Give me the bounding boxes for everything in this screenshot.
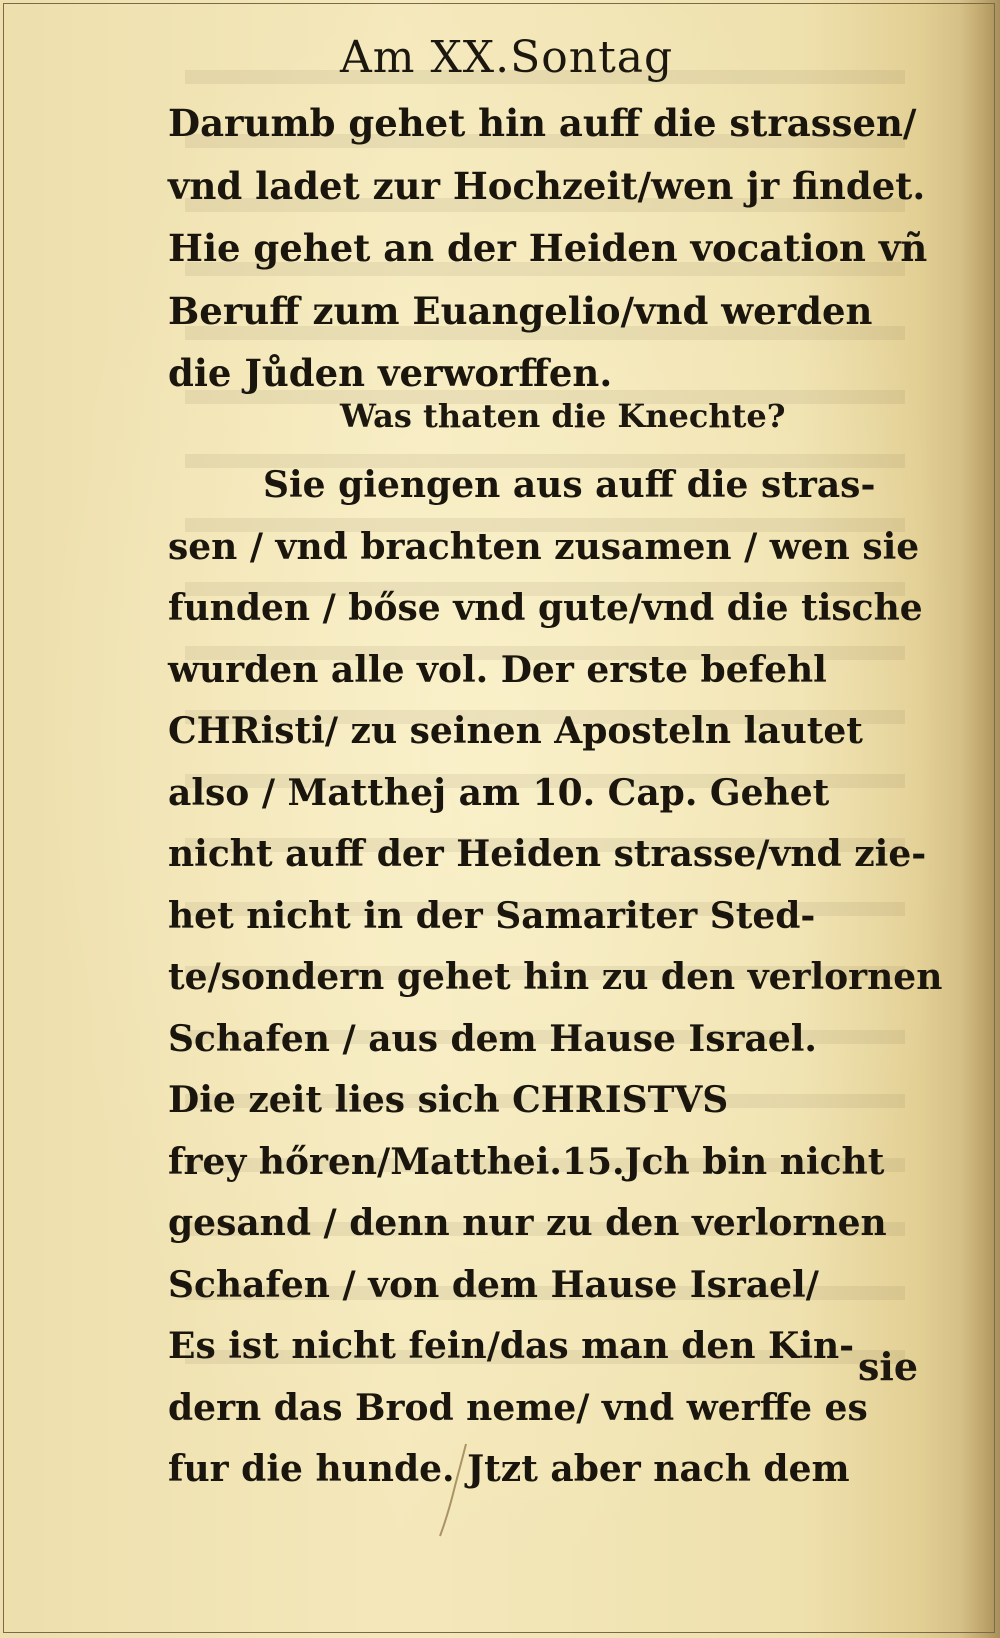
text-line: Die zeit lies sich CHRISTVS (168, 1079, 729, 1121)
paragraph-1 (168, 92, 928, 405)
running-header: Am XX.Sontag (340, 32, 674, 83)
text-line: Beruff zum Euangelio/vnd werden (168, 288, 873, 333)
pen-stroke-mark (436, 1440, 472, 1540)
text-line: also / Matthej am 10. Cap. Gehet (168, 771, 830, 814)
text-line: het nicht in der Samariter Sted- (168, 894, 816, 937)
text-line: Schafen / aus dem Hause Israel. (168, 1017, 817, 1060)
text-line: die Jůden verworffen. (168, 351, 613, 395)
catchword: sie (858, 1344, 919, 1389)
text-line: sen / vnd brachten zusamen / wen sie (168, 525, 920, 568)
text-line: Schafen / von dem Hause Israel/ (168, 1263, 819, 1306)
text-line: Hie gehet an der Heiden vocation vñ (168, 226, 928, 270)
text-line: wurden alle vol. Der erste befehl (168, 648, 827, 691)
paragraph-2 (168, 455, 943, 1501)
text-line: te/sondern gehet hin zu den verlornen (168, 956, 943, 998)
text-line: CHRisti/ zu seinen Aposteln lautet (168, 710, 863, 752)
question-heading: Was thaten die Knechte? (340, 397, 786, 435)
text-line: Darumb gehet hin auff die strassen/ (168, 101, 917, 145)
text-line: dern das Brod neme/ vnd werffe es (168, 1386, 868, 1429)
text-line: gesand / denn nur zu den verlornen (168, 1202, 887, 1244)
text-line: fur die hunde. Jtzt aber nach dem (168, 1448, 850, 1490)
text-line: nicht auff der Heiden strasse/vnd zie- (168, 833, 927, 875)
text-line: vnd ladet zur Hochzeit/wen jr findet. (168, 163, 926, 208)
text-line: Sie giengen aus auff die stras- (263, 464, 876, 506)
text-line: Es ist nicht fein/das man den Kin- (168, 1325, 855, 1367)
page-gutter (958, 0, 1000, 1638)
text-line: funden / bőse vnd gute/vnd die tische (168, 587, 923, 629)
text-line: frey hőren/Matthei.15.Jch bin nicht (168, 1140, 885, 1183)
